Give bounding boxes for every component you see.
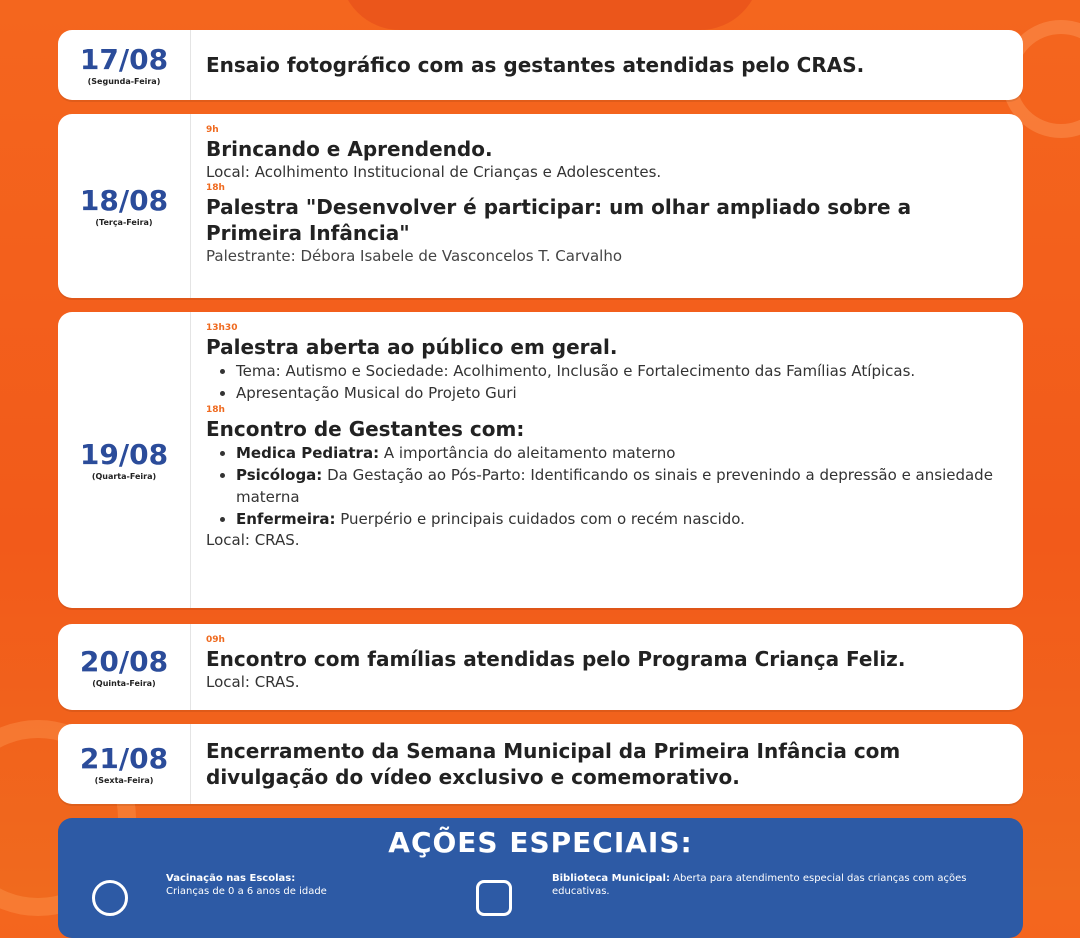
library-icon [476,880,512,916]
event-title: Brincando e Aprendendo. [206,137,493,161]
bullet-text: Puerpério e principais cuidados com o recém nascido. [335,510,745,528]
vaccine-icon [92,880,128,916]
event-date [58,624,191,710]
event-weekday: (Terça-Feira) [95,217,153,227]
event-location: Local: Acolhimento Institucional de Crianças e Adolescentes. [206,163,662,181]
list-item [236,508,1003,530]
event-date-day: 21/08 [79,741,169,775]
list-item: • Apresentação Musical do Projeto Guri [236,382,1003,404]
special-item-label: Biblioteca Municipal: [552,873,670,884]
event-title: Palestra "Desenvolver é participar: um olhar ampliado sobre a Primeira Infância" [206,195,912,245]
list-item [236,442,1003,464]
bullet-label: Enfermeira: [236,510,336,528]
event-content [206,114,1003,298]
event-bullet-list [206,442,1003,530]
event-time: 09h [206,635,225,645]
event-date-day: 18/08 [79,183,169,217]
event-location: Local: CRAS. [206,673,300,691]
list-item [236,464,1003,508]
event-title: Encontro com famílias atendidas pelo Programa Criança Feliz. [206,647,906,671]
special-item-text: Aberta para atendimento especial das crianças com ações educativas. [552,873,967,897]
event-content [206,624,1003,710]
list-item: • Tema: Autismo e Sociedade: Acolhimento, Inclusão e Fortalecimento das Famílias Atípicas. [236,360,1003,382]
event-time: 18h [206,405,225,415]
top-decoration [340,0,760,30]
special-actions-panel [58,818,1023,938]
event-title: Ensaio fotográfico com as gestantes atendidas pelo CRAS. [206,53,865,77]
event-date [58,114,191,298]
event-weekday: (Quinta-Feira) [92,678,156,688]
event-date [58,724,191,804]
event-card-21-08 [58,724,1023,804]
event-location: Local: CRAS. [206,531,300,549]
event-title: Encontro de Gestantes com: [206,417,525,441]
event-content [206,724,1003,804]
event-card-20-08 [58,624,1023,710]
special-actions-title: AÇÕES ESPECIAIS: [388,826,693,859]
bullet-text: Da Gestação ao Pós-Parto: Identificando os sinais e prevenindo a depressão e ansiedade materna [236,466,993,506]
event-card-17-08 [58,30,1023,100]
special-item-text: Crianças de 0 a 6 anos de idade [166,886,327,897]
event-card-18-08 [58,114,1023,298]
event-date-day: 20/08 [79,644,169,678]
event-date-day: 17/08 [79,42,169,76]
bullet-text: A importância do aleitamento materno [379,444,676,462]
event-weekday: (Segunda-Feira) [87,76,161,86]
event-date-day: 19/08 [79,437,169,471]
event-content [206,30,1003,100]
event-time: 13h30 [206,323,238,333]
event-date [58,312,191,608]
event-time: 9h [206,125,219,135]
event-weekday: (Sexta-Feira) [94,775,154,785]
event-card-19-08 [58,312,1023,608]
event-content [206,312,1003,608]
special-item-label: Vacinação nas Escolas: [166,873,296,884]
event-time: 18h [206,183,225,193]
special-item-library [552,872,992,898]
event-weekday: (Quarta-Feira) [91,471,157,481]
event-speaker: Palestrante: Débora Isabele de Vasconcelos T. Carvalho [206,247,623,265]
bullet-label: Medica Pediatra: [236,444,380,462]
event-title: Encerramento da Semana Municipal da Primeira Infância com divulgação do vídeo exclusivo e comemorativo. [206,739,901,789]
bullet-label: Psicóloga: [236,466,323,484]
event-bullet-list [206,360,1003,404]
special-item-vaccination [166,872,466,898]
event-date [58,30,191,100]
event-title: Palestra aberta ao público em geral. [206,335,618,359]
